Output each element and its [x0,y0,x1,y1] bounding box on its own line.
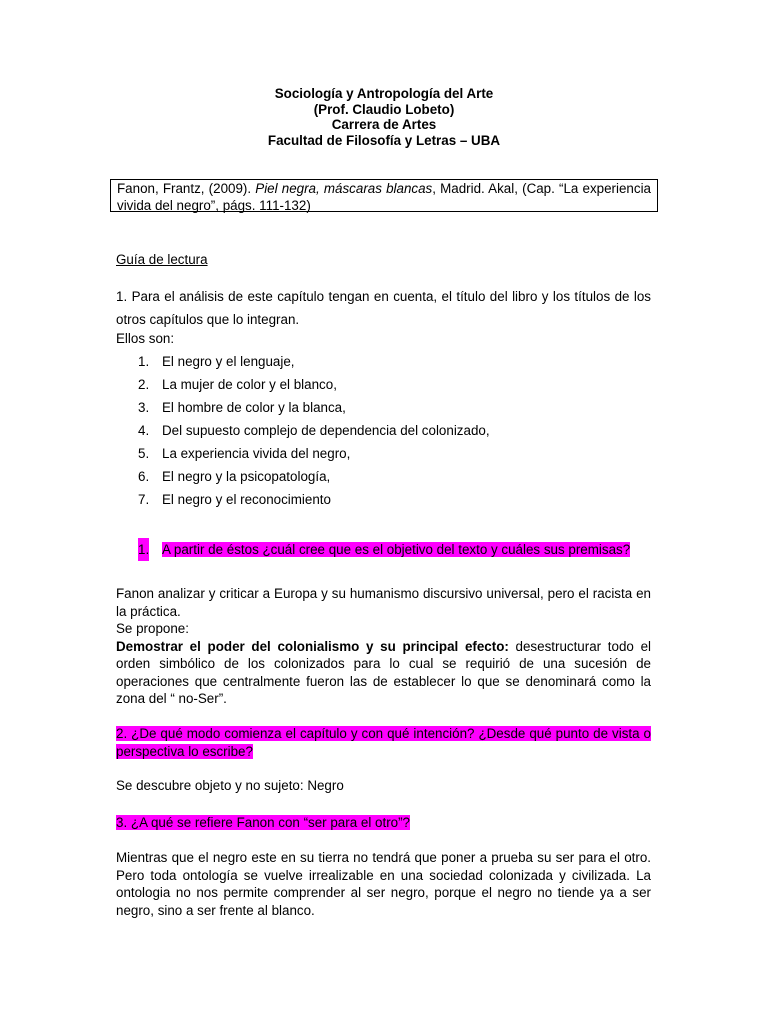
question-1-number: 1. [138,538,149,561]
list-item [116,422,651,445]
chapter-list [116,353,651,514]
list-item [116,468,651,491]
list-item [116,445,651,468]
answer-2: Se descubre objeto y no sujeto: Negro [116,778,344,793]
list-number: 5. [138,446,150,461]
question-3-text: 3. ¿A qué se refiere Fanon con “ser para el otro”? [116,815,411,830]
reference-book-title: Piel negra, máscaras blancas [255,181,433,196]
question-3 [116,815,410,831]
list-text: La experiencia vivida del negro, [162,446,351,461]
list-item [116,399,651,422]
list-item [116,353,651,376]
list-text: La mujer de color y el blanco, [162,377,337,392]
chapters-label: Ellos son: [116,331,175,346]
guide-title: Guía de lectura [116,252,208,267]
intro-paragraph: 1. Para el análisis de este capítulo tengan en cuenta, el título del libro y los títulos de los otros capítulos que lo integran. [116,289,651,327]
question-2-text: 2. ¿De qué modo comienza el capítulo y con qué intención? ¿Desde qué punto de vista o perspectiva lo escribe? [116,726,651,759]
career-name: Carrera de Artes [331,117,437,132]
question-2 [116,725,651,760]
list-number: 7. [138,492,150,507]
list-text: El hombre de color y la blanca, [162,400,346,415]
question-1-text: A partir de éstos ¿cuál cree que es el objetivo del texto y cuáles sus premisas? [162,542,631,557]
list-number: 1. [138,354,150,369]
list-text: El negro y el lenguaje, [162,354,295,369]
faculty-name: Facultad de Filosofía y Letras – UBA [267,132,501,148]
document-header [0,86,768,148]
professor-name: (Prof. Claudio Lobeto) [313,101,455,117]
list-number: 6. [138,469,150,484]
list-text: El negro y la psicopatología, [162,469,331,484]
list-text: Del supuesto complejo de dependencia del colonizado, [162,423,490,438]
answer-1-line2: Se propone: [116,621,189,636]
answer-1 [116,585,651,708]
list-number: 3. [138,400,150,415]
answer-1-line1: Fanon analizar y criticar a Europa y su humanismo discursivo universal, pero el racista en la práctica. [116,586,651,619]
list-text: El negro y el reconocimiento [162,492,331,507]
course-title: Sociología y Antropología del Arte [274,86,494,101]
list-number: 2. [138,377,150,392]
answer-3: Mientras que el negro este en su tierra no tendrá que poner a prueba su ser para el otro. Pero toda ontología se vuelve irrealizable en una sociedad colonizada y civilizada. La ontologia no nos permite comprender al ser negro, porque el negro no tiende ya a ser negro, sino a ser frente al blanco. [116,850,651,918]
answer-1-rest: desestructurar todo el orden simbólico de los colonizados para lo cual se requirió de una sucesión de operaciones que centralmente fueron las de establecer lo que se denominará como la zona del “ no-Ser”. [116,638,651,706]
bibliographic-reference [110,179,658,212]
reference-details: , Madrid. Akal, (Cap. “La experiencia vivida del negro”, págs. 111-132) [117,181,651,213]
list-item [116,376,651,399]
list-item [116,491,651,514]
answer-1-bold: Demostrar el poder del colonialismo y su principal efecto: [116,638,509,654]
reference-author: Fanon, Frantz, (2009). [117,181,256,196]
list-number: 4. [138,423,150,438]
